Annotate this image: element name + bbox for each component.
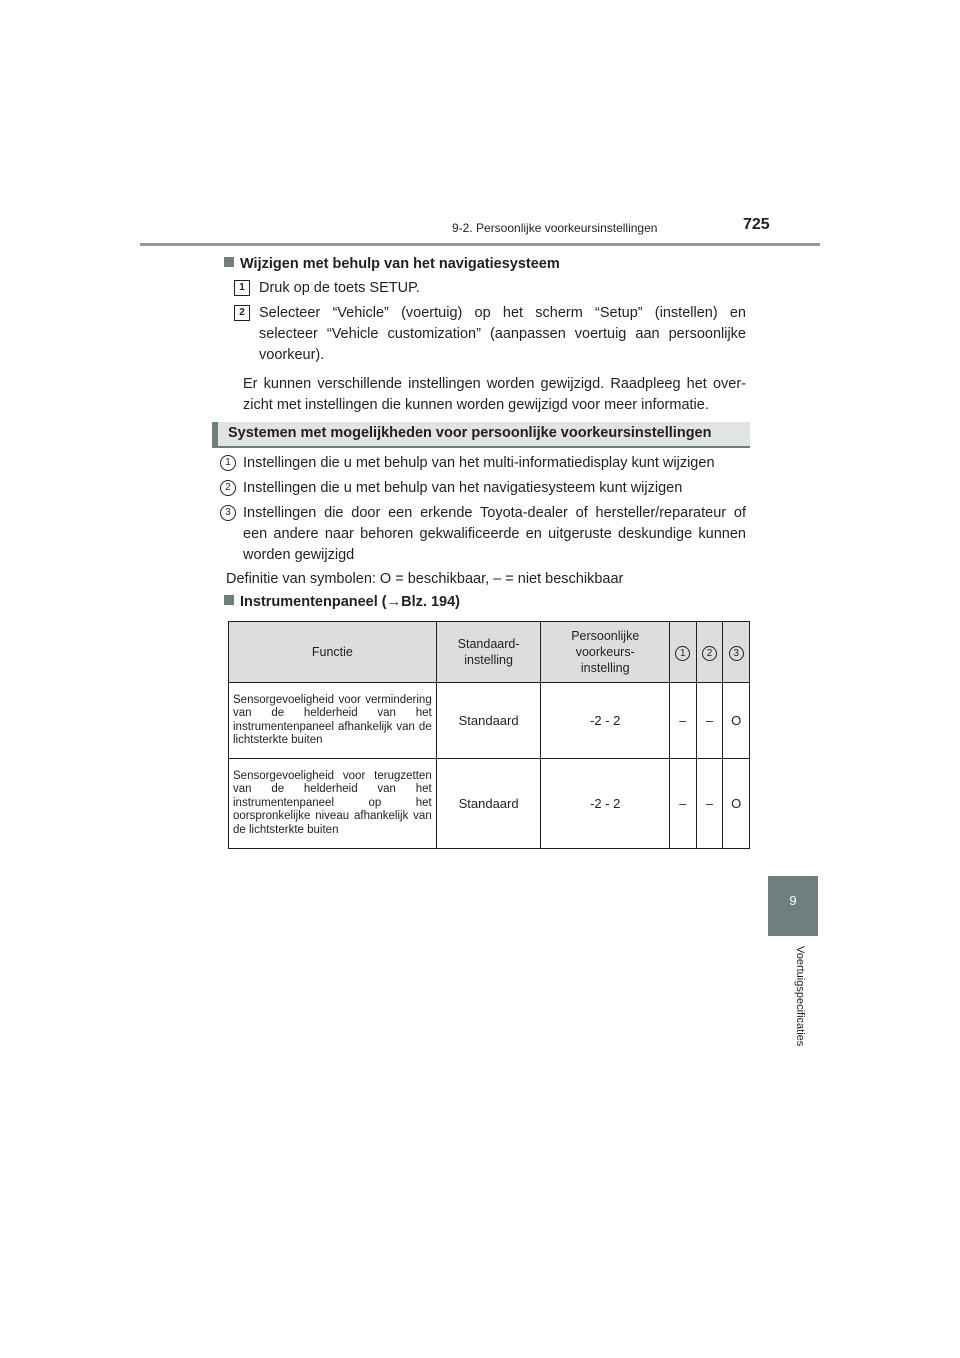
col-header-function: Functie	[229, 622, 437, 683]
nav-section-title-text: Wijzigen met behulp van het navigatiesysteem	[240, 256, 560, 272]
chapter-label-text: Voertuigspecificaties	[794, 946, 806, 1047]
step-text-2-line3: voorkeur).	[259, 347, 325, 363]
symbols-definition: Definitie van symbolen: O = beschikbaar, – = niet beschikbaar	[226, 571, 624, 587]
chapter-tab	[768, 876, 818, 936]
table-row	[229, 683, 750, 759]
col-header-custom-line1: Persoonlijke	[571, 629, 640, 643]
legend-text-3-line2: een andere naar behoren gekwalificeerde en uitgeruste deskundige kunnen	[243, 526, 746, 542]
legend-text-3-line3: worden gewijzigd	[243, 547, 355, 563]
step-text-2-line1: Selecteer “Vehicle” (voertuig) op het scherm “Setup” (instellen) en	[259, 305, 746, 321]
section-bullet-icon	[224, 595, 234, 605]
legend-marker-3: 3	[220, 505, 236, 521]
step-number-2: 2	[234, 305, 250, 321]
cell-col1: –	[670, 683, 697, 759]
col-marker-3: 3	[729, 646, 744, 661]
col-header-default	[436, 622, 541, 683]
cell-col1: –	[670, 759, 697, 849]
col-header-default-line1: Standaard-	[457, 637, 520, 651]
legend-marker-2: 2	[220, 480, 236, 496]
col-header-1	[670, 622, 697, 683]
header-section-title: 9-2. Persoonlijke voorkeursinstellingen	[452, 221, 658, 235]
col-header-2	[696, 622, 723, 683]
header-rule	[140, 243, 820, 246]
cell-custom: -2 - 2	[541, 759, 670, 849]
legend-text-3-line1: Instellingen die door een erkende Toyota-dealer of hersteller/reparateur of	[243, 505, 746, 521]
instrument-section-title	[224, 594, 460, 610]
nav-note-line1: Er kunnen verschillende instellingen worden gewijzigd. Raadpleeg het over-	[243, 376, 746, 392]
col-marker-2: 2	[702, 646, 717, 661]
col-marker-1: 1	[675, 646, 690, 661]
table-row	[229, 759, 750, 849]
instrument-title-prefix: Instrumentenpaneel (	[240, 594, 387, 610]
col-header-default-line2: instelling	[464, 653, 513, 667]
cell-function: Sensorgevoeligheid voor terugzetten van de helderheid van het instrumentenpaneel op het oorspronkelijke niveau afhankelijk van de lichtsterkte buiten	[229, 759, 437, 849]
chapter-label	[768, 946, 818, 1066]
nav-section-title	[224, 256, 560, 272]
legend-text-1: Instellingen die u met behulp van het multi-informatiedisplay kunt wijzigen	[243, 455, 715, 471]
cell-function: Sensorgevoeligheid voor vermindering van de helderheid van het instrumentenpaneel afhankelijk van de lichtsterkte buiten	[229, 683, 437, 759]
instrument-title-suffix: Blz. 194)	[401, 594, 460, 610]
cell-default: Standaard	[436, 759, 541, 849]
cell-col2: –	[696, 759, 723, 849]
settings-table	[228, 621, 750, 849]
col-header-custom-line3: instelling	[580, 661, 630, 675]
cell-default: Standaard	[436, 683, 541, 759]
systems-banner-text: Systemen met mogelijkheden voor persoonlijke voorkeursinstellingen	[228, 425, 712, 441]
chapter-number: 9	[789, 893, 797, 908]
cell-col3: O	[723, 759, 750, 849]
table-header-row	[229, 622, 750, 683]
step-text-1: Druk op de toets SETUP.	[259, 280, 420, 296]
cell-col3: O	[723, 683, 750, 759]
nav-note-line2: zicht met instellingen die kunnen worden gewijzigd voor meer informatie.	[243, 397, 709, 413]
banner-rule	[212, 446, 750, 448]
page-number: 725	[743, 216, 770, 233]
arrow-right-icon: →	[386, 594, 402, 610]
legend-marker-1: 1	[220, 455, 236, 471]
legend-text-2: Instellingen die u met behulp van het navigatiesysteem kunt wijzigen	[243, 480, 683, 496]
systems-banner	[212, 422, 750, 446]
cell-custom: -2 - 2	[541, 683, 670, 759]
col-header-custom-line2: voorkeurs-	[575, 645, 635, 659]
section-bullet-icon	[224, 257, 234, 267]
col-header-3	[723, 622, 750, 683]
step-text-2-line2: selecteer “Vehicle customization” (aanpassen voertuig aan persoonlijke	[259, 326, 746, 342]
step-number-1: 1	[234, 280, 250, 296]
col-header-custom	[541, 622, 670, 683]
cell-col2: –	[696, 683, 723, 759]
